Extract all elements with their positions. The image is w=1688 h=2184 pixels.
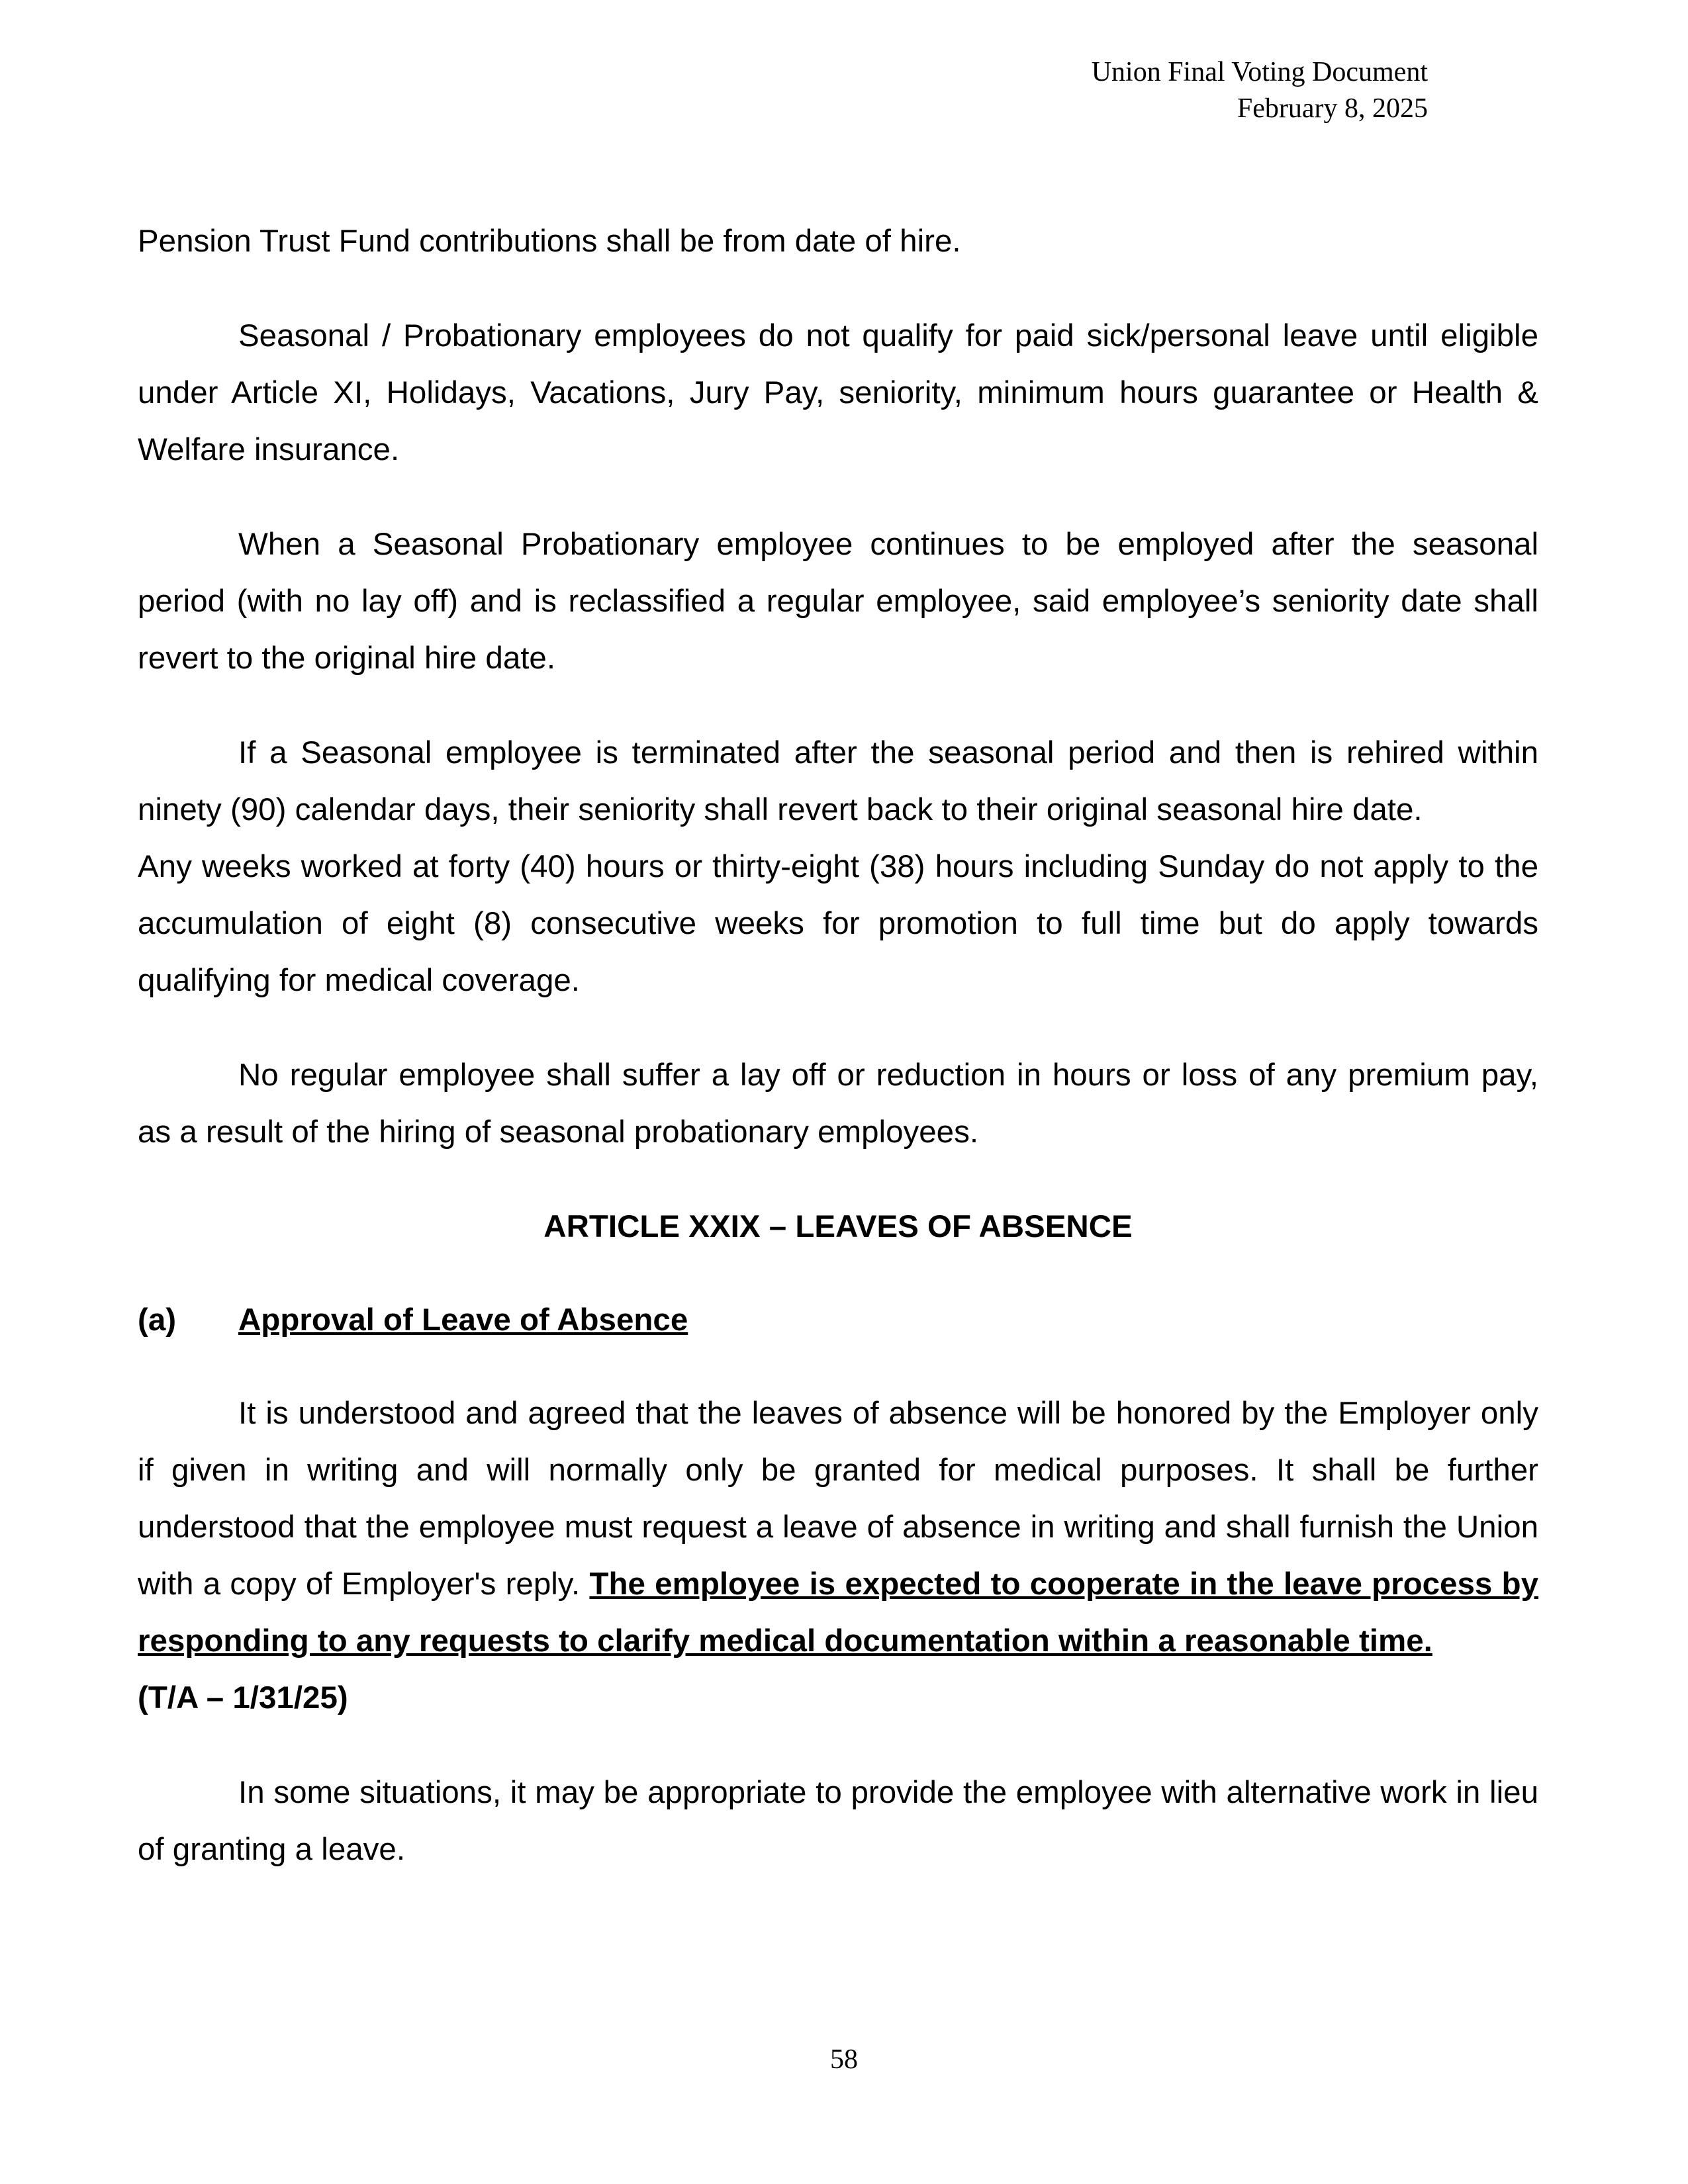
- paragraph-seasonal-eligibility: Seasonal / Probationary employees do not qualify for paid sick/personal leave until eligible under Article XI, Holidays, Vacations, Jury Pay, seniority, minimum hours guarantee or Health & Welfare insurance.: [138, 318, 1538, 467]
- paragraph-alternative-work: In some situations, it may be appropriate to provide the employee with alternative work in lieu of granting a leave.: [138, 1775, 1538, 1867]
- header-document-title: Union Final Voting Document: [1091, 57, 1428, 87]
- page-number: 58: [830, 2044, 858, 2075]
- tentative-agreement-note: (T/A – 1/31/25): [138, 1680, 348, 1715]
- section-a-label: (a): [138, 1302, 177, 1338]
- leave-approval-text: It is understood and agreed that the leaves of absence will be honored by the Employer only if given in writing and will normally only be granted for medical purposes. It shall be further understood that the employee must request a leave of absence in writing and shall furnish the Union with a copy of Employer's reply.: [138, 1396, 1538, 1602]
- paragraph-no-layoff: No regular employee shall suffer a lay off or reduction in hours or loss of any premium pay, as a result of the hiring of seasonal probationary employees.: [138, 1058, 1538, 1150]
- leave-approval-amendment: The employee is expected to cooperate in the leave process by responding to any requests to clarify medical documentation within a reasonable time.: [138, 1567, 1538, 1659]
- paragraph-weeks-worked: Any weeks worked at forty (40) hours or thirty-eight (38) hours including Sunday do not apply to the accumulation of eight (8) consecutive weeks for promotion to full time but do apply towards qualifying for medical coverage.: [138, 849, 1538, 998]
- paragraph-reclassification: When a Seasonal Probationary employee continues to be employed after the seasonal period (with no lay off) and is reclassified a regular employee, said employee’s seniority date shall revert to the original hire date.: [138, 527, 1538, 676]
- page-body: [138, 213, 1538, 1916]
- section-a-heading: [138, 1292, 1538, 1349]
- document-header: [1092, 54, 1428, 127]
- article-heading: ARTICLE XXIX – LEAVES OF ABSENCE: [543, 1209, 1133, 1244]
- paragraph-rehire: If a Seasonal employee is terminated after the seasonal period and then is rehired within ninety (90) calendar days, their seniority shall revert back to their original seasonal hire date.: [138, 735, 1538, 827]
- header-document-date: February 8, 2025: [1237, 93, 1428, 124]
- paragraph-leave-approval: [138, 1385, 1538, 1670]
- section-a-title: Approval of Leave of Absence: [238, 1302, 688, 1338]
- paragraph-pension: Pension Trust Fund contributions shall be from date of hire.: [138, 224, 961, 259]
